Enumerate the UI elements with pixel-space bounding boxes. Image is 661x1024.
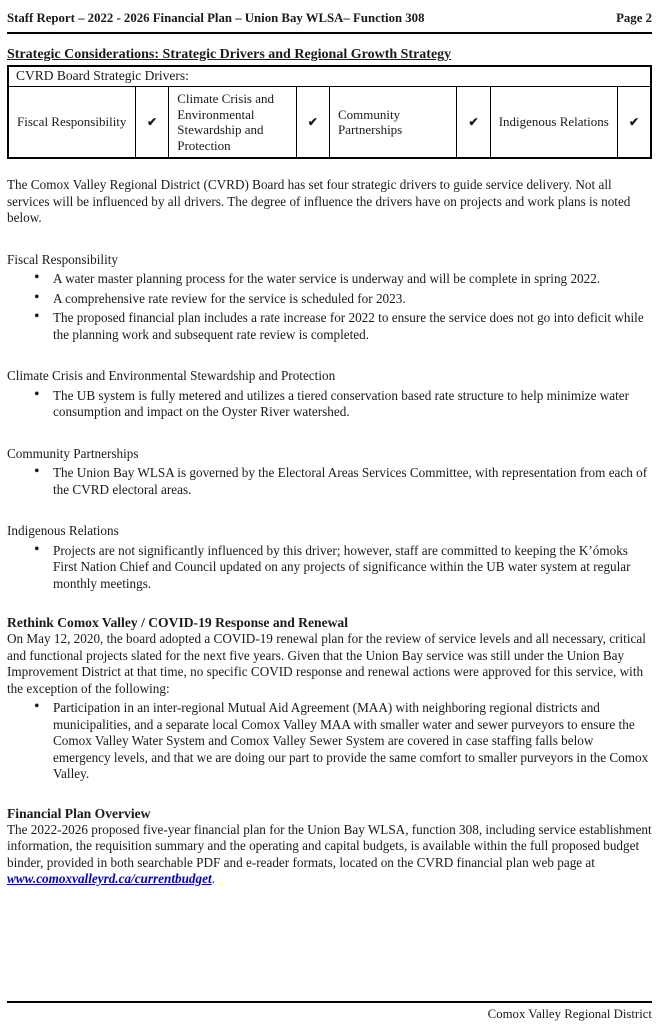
checkmark-icon: ✔ <box>457 87 490 159</box>
intro-paragraph: The Comox Valley Regional District (CVRD) Board has set four strategic drivers to guide service delivery. Not all services will be influenced by all drivers. The degree of influence the drivers have on projects and work plans is noted below. <box>7 177 631 225</box>
list-item: • The proposed financial plan includes a rate increase for 2022 to ensure the service does not go into deficit while the planning work and subsequent rate review is completed. <box>7 310 652 343</box>
driver-label-fiscal: Fiscal Responsibility <box>8 87 135 159</box>
financial-text-before-link: The 2022-2026 proposed five-year financial plan for the Union Bay WLSA, function 308, including service establishment information, the requisition summary and the operating and capital budgets, is available within the full proposed budget binder, provided in both searchable PDF and e-reader formats, located on the CVRD financial plan web page at <box>7 821 652 870</box>
community-bullet-list <box>7 465 652 498</box>
driver-label-indigenous: Indigenous Relations <box>490 87 617 159</box>
climate-bullet-list <box>7 388 652 421</box>
table-caption-row <box>8 66 651 87</box>
subsection-heading-climate: Climate Crisis and Environmental Stewardship and Protection <box>7 368 336 383</box>
table-caption: CVRD Board Strategic Drivers: <box>8 66 651 87</box>
list-item: • Participation in an inter-regional Mutual Aid Agreement (MAA) with neighboring regional districts and municipalities, and a separate local Comox Valley MAA with smaller water and sewer purveyors to ensure the Comox Valley Water System and Comox Valley Sewer System are covered in case staffing falls below emergency levels, and that we are doing our part to provide the same comfort to smaller purveyors in the Comox Valley. <box>7 700 652 783</box>
list-item: • The UB system is fully metered and utilizes a tiered conservation based rate structure to help minimize water consumption and impact on the Oyster River watershed. <box>7 388 652 421</box>
subsection-heading-community: Community Partnerships <box>7 445 139 461</box>
page-number: Page 2 <box>616 11 652 25</box>
checkmark-icon: ✔ <box>296 87 329 159</box>
section-title-rethink-covid: Rethink Comox Valley / COVID-19 Response and Renewal <box>7 615 349 630</box>
list-item: • Projects are not significantly influenced by this driver; however, staff are committed to keeping the K’ómoks First Nation Chief and Council updated on any projects of significance within the UB water system at regular monthly meetings. <box>7 543 652 593</box>
fiscal-bullet-list <box>7 271 652 343</box>
driver-label-climate: Climate Crisis and Environmental Stewardship and Protection <box>169 87 296 159</box>
section-title-strategic-considerations: Strategic Considerations: Strategic Drivers and Regional Growth Strategy <box>7 46 452 62</box>
subsection-heading-fiscal: Fiscal Responsibility <box>7 251 118 267</box>
checkmark-icon: ✔ <box>618 87 651 159</box>
budget-link[interactable]: www.comoxvalleyrd.ca/currentbudget <box>7 871 212 886</box>
header-report-title: Staff Report – 2022 - 2026 Financial Plan – Union Bay WLSA– Function 308 <box>7 11 425 25</box>
financial-paragraph <box>7 822 652 888</box>
table-row <box>8 87 651 159</box>
list-item: • A comprehensive rate review for the service is scheduled for 2023. <box>7 291 652 308</box>
rethink-paragraph: On May 12, 2020, the board adopted a COVID-19 renewal plan for the review of service levels and all necessary, critical and functional projects slated for the next five years. Given that the Union Bay service was still under the Union Bay Improvement District at that time, no specific COVID response and renewal actions were approved for this service, with the exception of the following: <box>7 631 646 696</box>
subsection-heading-indigenous: Indigenous Relations <box>7 523 119 538</box>
strategic-drivers-table <box>7 65 652 160</box>
section-title-financial-plan: Financial Plan Overview <box>7 805 151 821</box>
page-footer <box>7 1001 652 1023</box>
rethink-bullet-list <box>7 700 652 783</box>
page-header <box>7 10 652 34</box>
list-item: • The Union Bay WLSA is governed by the Electoral Areas Services Committee, with representation from each of the CVRD electoral areas. <box>7 465 652 498</box>
financial-text-after-link: . <box>211 871 215 886</box>
footer-organization: Comox Valley Regional District <box>487 1007 652 1021</box>
checkmark-icon: ✔ <box>135 87 168 159</box>
list-item: • A water master planning process for the water service is underway and will be complete in spring 2022. <box>7 271 652 288</box>
driver-label-community: Community Partnerships <box>329 87 456 159</box>
indigenous-bullet-list <box>7 543 652 593</box>
